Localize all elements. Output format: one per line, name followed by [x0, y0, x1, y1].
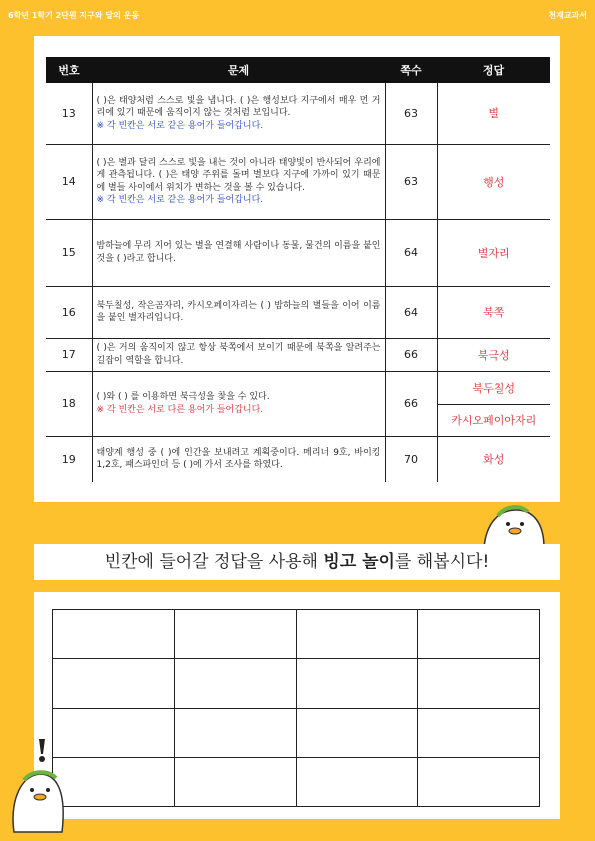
- question-note: ※ 각 빈칸은 서로 다른 용어가 들어갑니다.: [96, 404, 264, 415]
- row-number: 15: [46, 219, 92, 286]
- row-question: [92, 219, 385, 286]
- question-panel: [34, 36, 560, 502]
- table-row: [46, 286, 550, 338]
- row-number: 18: [46, 371, 92, 436]
- row-answer: 별자리: [437, 219, 550, 286]
- row-question: [92, 144, 385, 219]
- exclamation-icon: [36, 738, 48, 764]
- header-publisher: 천재교과서: [548, 11, 587, 20]
- row-number: 14: [46, 144, 92, 219]
- bingo-cell[interactable]: [418, 659, 540, 708]
- row-answer: 별: [437, 83, 550, 144]
- bingo-cell[interactable]: [418, 757, 540, 806]
- header-question: 문제: [92, 57, 385, 83]
- bingo-panel: [34, 592, 560, 819]
- bingo-cell[interactable]: [53, 708, 175, 757]
- question-table: [46, 57, 550, 482]
- row-number: 17: [46, 338, 92, 371]
- question-text: ( )은 거의 움직이지 않고 항상 북쪽에서 보이기 때문에 북쪽을 알려주는 길잡이 역할을 합니다.: [96, 343, 381, 366]
- table-row: [46, 371, 550, 404]
- bingo-cell[interactable]: [418, 610, 540, 659]
- row-page: 64: [385, 286, 437, 338]
- row-answer: 북두칠성: [437, 371, 550, 404]
- row-question: [92, 436, 385, 482]
- row-page: 70: [385, 436, 437, 482]
- bingo-cell[interactable]: [174, 659, 296, 708]
- question-text: 북두칠성, 작은곰자리, 카시오페이자리는 ( ) 밤하늘의 별들을 이어 이름을 붙인 별자리입니다.: [96, 300, 381, 323]
- row-answer: 행성: [437, 144, 550, 219]
- row-answer: 화성: [483, 453, 505, 467]
- table-header-row: [46, 57, 550, 83]
- bingo-cell[interactable]: [53, 757, 175, 806]
- header-answer: 정답: [437, 57, 550, 83]
- row-number: 16: [46, 286, 92, 338]
- question-text: 밤하늘에 무리 지어 있는 별을 연결해 사람이나 동물, 물건의 이름을 붙인 것을 ( )라고 합니다.: [96, 241, 381, 264]
- row-page: 63: [385, 83, 437, 144]
- question-note: ※ 각 빈칸은 서로 같은 용어가 들어갑니다.: [96, 195, 264, 205]
- row-answer: 북쪽: [437, 286, 550, 338]
- question-text: 태양계 행성 중 ( )에 인간을 보내려고 계획중이다. 메리너 9호, 바이킹 1,2호, 패스파인더 등 ( )에 가서 조사를 하였다.: [96, 447, 381, 471]
- header-page: 쪽수: [385, 57, 437, 83]
- header-unit-title: 6학년 1학기 2단원 지구와 달의 운동: [8, 11, 140, 20]
- row-question: [92, 83, 385, 144]
- table-row: [46, 83, 550, 144]
- row-page: 66: [385, 338, 437, 371]
- bingo-cell[interactable]: [296, 659, 418, 708]
- header-number: 번호: [46, 57, 92, 83]
- bingo-title: [34, 544, 560, 580]
- row-question: [92, 371, 385, 436]
- bingo-title-suffix: 를 해봅시다!: [394, 552, 490, 572]
- duck-mascot-icon: [6, 762, 70, 834]
- row-question: [92, 286, 385, 338]
- bingo-cell[interactable]: [174, 708, 296, 757]
- table-row: [46, 436, 550, 482]
- bingo-cell[interactable]: [53, 610, 175, 659]
- row-page: 66: [385, 371, 437, 436]
- bingo-cell[interactable]: [296, 757, 418, 806]
- bingo-title-text: 빈칸에 들어갈 정답을 사용해: [104, 552, 324, 572]
- question-text: ( )은 태양처럼 스스로 빛을 냅니다. ( )은 행성보다 지구에서 매우 먼 거리에 있기 때문에 움직이지 않는 것처럼 보입니다.: [96, 95, 381, 118]
- row-page: 63: [385, 144, 437, 219]
- bingo-cell[interactable]: [296, 708, 418, 757]
- bingo-cell[interactable]: [418, 708, 540, 757]
- row-answer: 북극성: [437, 338, 550, 371]
- bingo-cell[interactable]: [296, 610, 418, 659]
- table-row: [46, 219, 550, 286]
- bingo-cell[interactable]: [174, 757, 296, 806]
- row-number: 19: [61, 452, 76, 466]
- bingo-title-bold: 빙고 놀이: [323, 552, 395, 572]
- table-row: [46, 338, 550, 371]
- row-number: 13: [46, 83, 92, 144]
- row-page: 64: [385, 219, 437, 286]
- question-note: ※ 각 빈칸은 서로 같은 용어가 들어갑니다.: [96, 120, 264, 131]
- row-answer: 카시오페이아자리: [437, 404, 550, 436]
- bingo-cell[interactable]: [53, 659, 175, 708]
- bingo-grid: [52, 609, 540, 807]
- table-row: [46, 144, 550, 219]
- question-text: ( )와 ( ) 를 이용하면 북극성을 찾을 수 있다.: [96, 392, 270, 402]
- question-text: ( )은 별과 달리 스스로 빛을 내는 것이 아니라 태양빛이 반사되어 우리에게 관측됩니다. ( )은 태양 주위를 돌며 별보다 지구에 가까이 있기 때문에 별들 사이에서 위치가 변하는 것을 볼 수 있습니다.: [96, 157, 381, 193]
- row-question: [92, 338, 385, 371]
- bingo-cell[interactable]: [174, 610, 296, 659]
